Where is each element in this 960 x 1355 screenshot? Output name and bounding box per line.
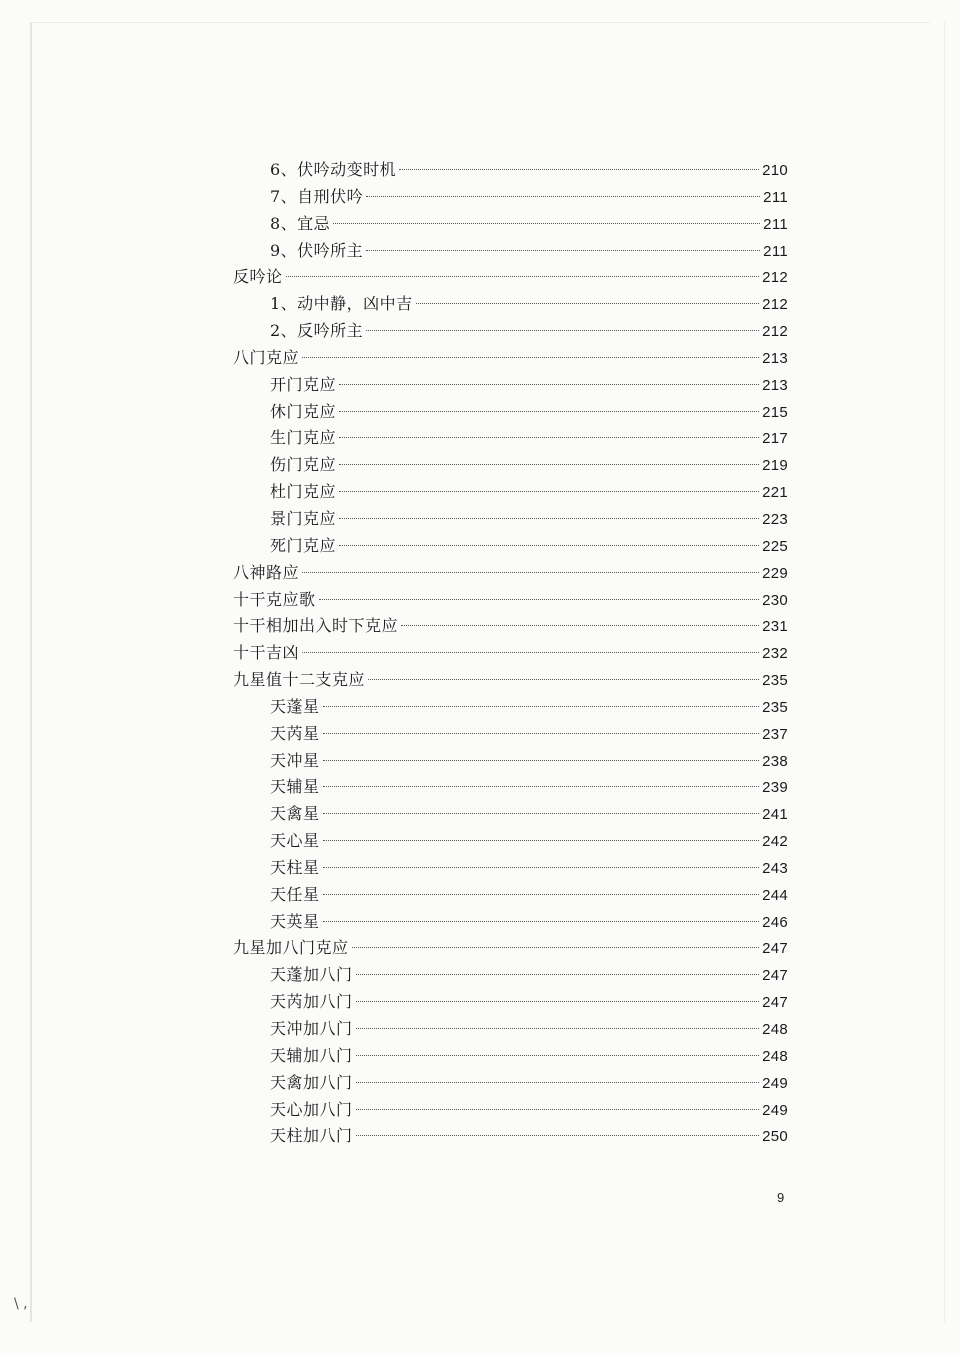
toc-dot-leader bbox=[366, 250, 760, 251]
toc-entry-title: 天冲加八门 bbox=[270, 1019, 353, 1038]
toc-entry-page: 211 bbox=[763, 188, 788, 206]
toc-entry-title: 死门克应 bbox=[270, 535, 337, 555]
toc-dot-leader bbox=[323, 840, 760, 841]
toc-entry[interactable] bbox=[233, 1070, 788, 1097]
toc-entry-page: 223 bbox=[762, 510, 788, 528]
toc-entry-page: 249 bbox=[762, 1074, 788, 1092]
toc-dot-leader bbox=[401, 625, 759, 626]
toc-entry[interactable] bbox=[233, 774, 788, 801]
toc-entry-title: 九星值十二支克应 bbox=[233, 670, 366, 690]
toc-entry-page: 242 bbox=[762, 833, 788, 851]
toc-dot-leader bbox=[368, 679, 759, 680]
toc-entry[interactable] bbox=[233, 1043, 788, 1070]
toc-entry[interactable] bbox=[233, 962, 788, 989]
toc-dot-leader bbox=[356, 1028, 760, 1029]
toc-dot-leader bbox=[302, 572, 759, 573]
toc-entry[interactable] bbox=[233, 560, 788, 587]
toc-entry[interactable] bbox=[233, 989, 788, 1016]
toc-entry[interactable] bbox=[233, 425, 788, 452]
toc-dot-leader bbox=[339, 491, 759, 492]
toc-entry-page: 210 bbox=[762, 162, 788, 179]
toc-entry[interactable] bbox=[233, 184, 788, 211]
page-left-edge bbox=[30, 22, 32, 1322]
table-of-contents bbox=[233, 157, 788, 1150]
toc-entry-title: 2、反吟所主 bbox=[270, 321, 364, 341]
toc-entry[interactable] bbox=[233, 399, 788, 426]
toc-entry-title: 十干克应歌 bbox=[233, 589, 316, 609]
toc-entry-page: 212 bbox=[762, 323, 788, 341]
toc-entry-title: 九星加八门克应 bbox=[233, 938, 349, 958]
toc-entry-title: 天任星 bbox=[270, 884, 320, 904]
toc-entry-page: 247 bbox=[762, 994, 788, 1012]
toc-entry-page: 215 bbox=[762, 403, 788, 421]
toc-entry[interactable] bbox=[233, 372, 788, 399]
toc-dot-leader bbox=[302, 652, 759, 653]
toc-dot-leader bbox=[339, 411, 759, 412]
toc-entry-title: 天芮星 bbox=[270, 723, 320, 743]
toc-entry-page: 249 bbox=[762, 1101, 788, 1119]
toc-dot-leader bbox=[286, 276, 760, 277]
toc-dot-leader bbox=[339, 437, 759, 438]
toc-dot-leader bbox=[339, 384, 759, 385]
toc-dot-leader bbox=[333, 223, 760, 224]
toc-dot-leader bbox=[323, 894, 760, 895]
toc-entry[interactable] bbox=[233, 667, 788, 694]
toc-dot-leader bbox=[319, 599, 760, 600]
toc-entry-page: 247 bbox=[762, 940, 788, 958]
page-number: 9 bbox=[777, 1190, 785, 1205]
toc-dot-leader bbox=[416, 303, 759, 304]
toc-entry-page: 247 bbox=[762, 967, 788, 985]
toc-entry-title: 天禽星 bbox=[270, 804, 320, 824]
toc-entry-page: 231 bbox=[762, 618, 788, 636]
toc-dot-leader bbox=[366, 196, 760, 197]
toc-entry-title: 生门克应 bbox=[270, 428, 337, 448]
toc-entry-title: 天柱星 bbox=[270, 857, 320, 877]
toc-entry-title: 天蓬加八门 bbox=[270, 965, 353, 985]
toc-entry-title: 八神路应 bbox=[233, 562, 300, 582]
toc-entry[interactable] bbox=[233, 855, 788, 882]
toc-entry-page: 230 bbox=[762, 591, 788, 609]
toc-entry-title: 天心星 bbox=[270, 831, 320, 851]
toc-entry-title: 天辅星 bbox=[270, 777, 320, 797]
toc-entry-title: 天辅加八门 bbox=[270, 1045, 353, 1065]
toc-entry-page: 225 bbox=[762, 537, 788, 555]
toc-dot-leader bbox=[323, 813, 760, 814]
toc-entry-page: 248 bbox=[762, 1047, 788, 1065]
toc-entry-page: 250 bbox=[762, 1128, 788, 1146]
toc-dot-leader bbox=[323, 706, 760, 707]
toc-dot-leader bbox=[302, 357, 759, 358]
toc-entry-page: 229 bbox=[762, 564, 788, 582]
toc-entry-page: 221 bbox=[762, 484, 788, 502]
toc-entry-title: 八门克应 bbox=[233, 347, 300, 367]
toc-entry[interactable] bbox=[233, 1123, 788, 1150]
toc-entry-page: 235 bbox=[762, 698, 788, 716]
toc-entry-title: 开门克应 bbox=[270, 374, 337, 394]
toc-dot-leader bbox=[356, 1109, 760, 1110]
toc-entry-page: 211 bbox=[763, 242, 788, 260]
toc-entry-page: 238 bbox=[762, 752, 788, 770]
toc-entry[interactable] bbox=[233, 801, 788, 828]
toc-dot-leader bbox=[356, 1001, 760, 1002]
toc-entry[interactable] bbox=[233, 587, 788, 614]
toc-entry[interactable] bbox=[233, 909, 788, 936]
page-top-edge bbox=[30, 22, 930, 23]
toc-entry-page: 241 bbox=[762, 806, 788, 824]
toc-entry-page: 243 bbox=[762, 859, 788, 877]
toc-dot-leader bbox=[339, 545, 759, 546]
toc-entry[interactable] bbox=[233, 1097, 788, 1124]
toc-entry[interactable] bbox=[233, 882, 788, 909]
scan-corner-mark: \ , bbox=[14, 1296, 28, 1312]
toc-entry-title: 7、自刑伏吟 bbox=[270, 186, 364, 206]
toc-entry[interactable] bbox=[233, 1016, 788, 1043]
toc-entry-title: 杜门克应 bbox=[270, 482, 337, 502]
page-right-edge bbox=[944, 22, 945, 1322]
toc-entry-page: 211 bbox=[763, 215, 788, 233]
toc-dot-leader bbox=[366, 330, 759, 331]
toc-entry-title: 天心加八门 bbox=[270, 1099, 353, 1119]
toc-entry-title: 天英星 bbox=[270, 911, 320, 931]
toc-entry[interactable] bbox=[233, 452, 788, 479]
toc-dot-leader bbox=[356, 1082, 760, 1083]
toc-entry-title: 天冲星 bbox=[270, 750, 320, 770]
toc-entry-title: 天禽加八门 bbox=[270, 1072, 353, 1092]
toc-entry-title: 十干吉凶 bbox=[233, 643, 300, 663]
toc-entry-title: 天蓬星 bbox=[270, 696, 320, 716]
toc-entry-title: 天柱加八门 bbox=[270, 1126, 353, 1146]
toc-entry-page: 217 bbox=[762, 430, 788, 448]
toc-entry-title: 8、宜忌 bbox=[270, 213, 331, 233]
toc-entry-page: 239 bbox=[762, 779, 788, 797]
toc-dot-leader bbox=[339, 518, 759, 519]
toc-dot-leader bbox=[323, 867, 760, 868]
toc-dot-leader bbox=[356, 974, 760, 975]
toc-entry-page: 235 bbox=[762, 672, 788, 690]
toc-entry[interactable] bbox=[233, 238, 788, 265]
toc-dot-leader bbox=[356, 1055, 760, 1056]
toc-entry-page: 213 bbox=[762, 349, 788, 367]
toc-dot-leader bbox=[323, 760, 760, 761]
toc-dot-leader bbox=[323, 786, 760, 787]
toc-entry-title: 景门克应 bbox=[270, 508, 337, 528]
toc-entry[interactable] bbox=[233, 157, 788, 184]
toc-dot-leader bbox=[399, 169, 759, 170]
toc-entry-page: 237 bbox=[762, 725, 788, 743]
toc-entry[interactable] bbox=[233, 506, 788, 533]
toc-entry[interactable] bbox=[233, 345, 788, 372]
toc-entry-page: 212 bbox=[762, 296, 788, 314]
toc-entry[interactable] bbox=[233, 479, 788, 506]
toc-entry[interactable] bbox=[233, 533, 788, 560]
toc-entry[interactable] bbox=[233, 828, 788, 855]
toc-entry[interactable] bbox=[233, 721, 788, 748]
toc-entry-page: 232 bbox=[762, 645, 788, 663]
toc-entry-title: 9、伏吟所主 bbox=[270, 240, 364, 260]
toc-entry-page: 246 bbox=[762, 913, 788, 931]
toc-dot-leader bbox=[356, 1135, 760, 1136]
toc-entry-title: 休门克应 bbox=[270, 401, 337, 421]
toc-entry-title: 6、伏吟动变时机 bbox=[270, 160, 397, 179]
toc-entry-title: 十干相加出入时下克应 bbox=[233, 616, 399, 636]
toc-entry-page: 219 bbox=[762, 457, 788, 475]
toc-entry-page: 248 bbox=[762, 1021, 788, 1038]
toc-entry-title: 伤门克应 bbox=[270, 455, 337, 475]
toc-dot-leader bbox=[352, 947, 760, 948]
toc-entry[interactable] bbox=[233, 935, 788, 962]
toc-entry-page: 213 bbox=[762, 376, 788, 394]
toc-entry[interactable] bbox=[233, 264, 788, 291]
toc-entry[interactable] bbox=[233, 640, 788, 667]
toc-entry-page: 212 bbox=[762, 269, 788, 287]
toc-entry-title: 天芮加八门 bbox=[270, 992, 353, 1012]
toc-entry[interactable] bbox=[233, 613, 788, 640]
toc-entry-title: 反吟论 bbox=[233, 267, 283, 287]
toc-entry-title: 1、动中静，凶中吉 bbox=[270, 294, 413, 314]
toc-entry[interactable] bbox=[233, 211, 788, 238]
toc-entry-page: 244 bbox=[762, 886, 788, 904]
toc-dot-leader bbox=[323, 733, 760, 734]
toc-dot-leader bbox=[339, 464, 759, 465]
toc-entry[interactable] bbox=[233, 694, 788, 721]
toc-dot-leader bbox=[323, 921, 760, 922]
toc-entry[interactable] bbox=[233, 318, 788, 345]
toc-entry[interactable] bbox=[233, 748, 788, 775]
toc-entry[interactable] bbox=[233, 291, 788, 318]
